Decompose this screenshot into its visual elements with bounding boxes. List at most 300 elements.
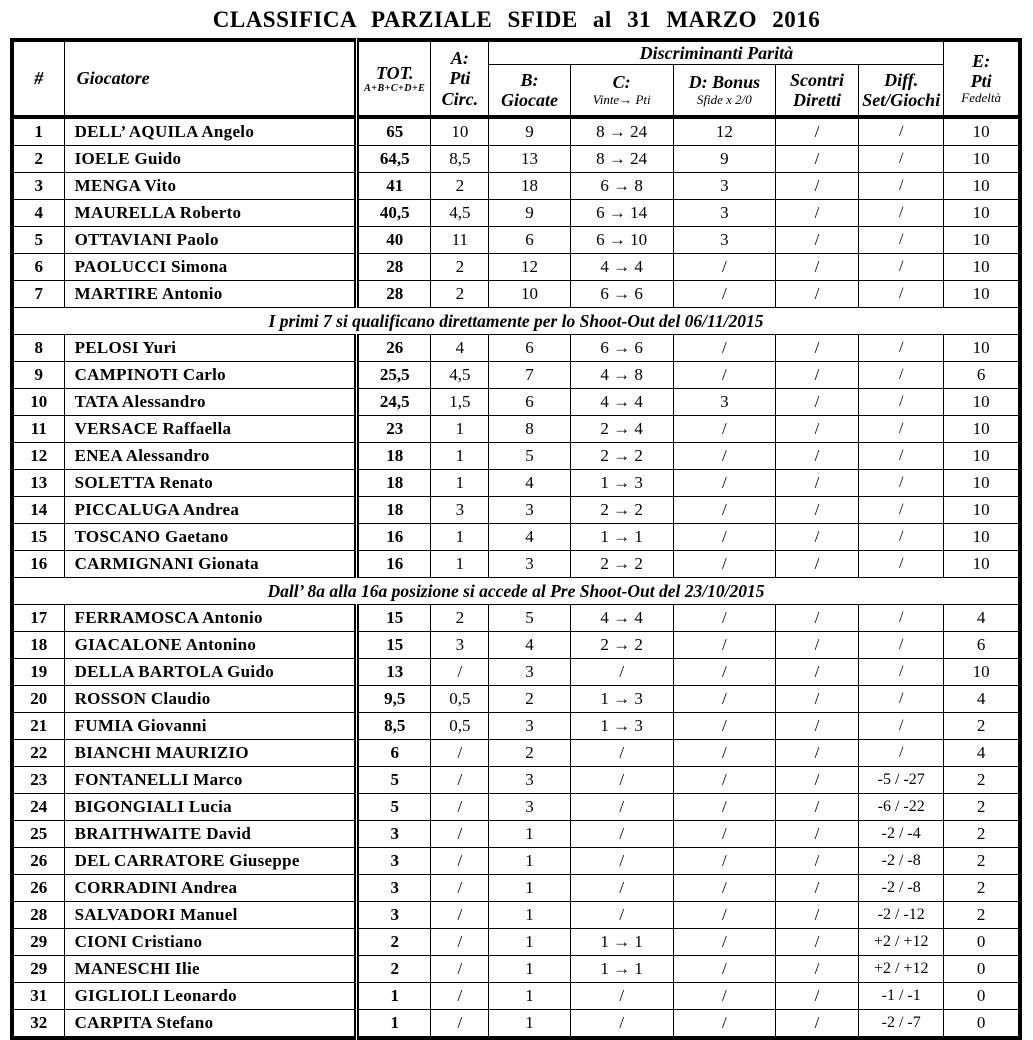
a-circ-label: Circ.	[441, 88, 479, 109]
rank-cell: 8	[12, 335, 64, 362]
giocate-cell: 1	[489, 902, 570, 929]
pti-fedelta-cell: 10	[944, 335, 1020, 362]
vinte-pti-cell: 6 → 6	[570, 335, 673, 362]
diff-set-giochi-cell: /	[859, 416, 944, 443]
pti-fedelta-cell: 2	[944, 767, 1020, 794]
tot-cell: 3	[357, 848, 431, 875]
player-name-cell: CAMPINOTI Carlo	[64, 362, 357, 389]
giocate-cell: 4	[489, 470, 570, 497]
diff-set-giochi-cell: /	[859, 281, 944, 308]
tot-cell: 16	[357, 551, 431, 578]
standings-table	[10, 38, 1022, 1040]
table-row	[12, 200, 1020, 227]
table-row	[12, 902, 1020, 929]
player-name-cell: CORRADINI Andrea	[64, 875, 357, 902]
rank-cell: 7	[12, 281, 64, 308]
table-row	[12, 821, 1020, 848]
tot-cell: 5	[357, 794, 431, 821]
rank-cell: 6	[12, 254, 64, 281]
col-header-scontri-diretti	[775, 64, 858, 117]
player-name-cell: TATA Alessandro	[64, 389, 357, 416]
tot-cell: 65	[357, 117, 431, 146]
scontri-diretti-cell: /	[775, 1010, 858, 1039]
vinte-pti-cell: 6 → 8	[570, 173, 673, 200]
tot-cell: 41	[357, 173, 431, 200]
pti-circ-cell: /	[431, 956, 489, 983]
scontri-diretti-cell: /	[775, 146, 858, 173]
scontri-diretti-cell: /	[775, 497, 858, 524]
bonus-sfide-cell: /	[673, 767, 775, 794]
pti-fedelta-cell: 10	[944, 659, 1020, 686]
player-name-cell: PICCALUGA Andrea	[64, 497, 357, 524]
player-name-cell: MARTIRE Antonio	[64, 281, 357, 308]
pti-fedelta-cell: 0	[944, 1010, 1020, 1039]
table-row	[12, 146, 1020, 173]
bonus-sfide-cell: /	[673, 983, 775, 1010]
tot-cell: 18	[357, 443, 431, 470]
giocate-cell: 1	[489, 821, 570, 848]
tot-cell: 18	[357, 497, 431, 524]
pti-circ-cell: 1,5	[431, 389, 489, 416]
scontri-diretti-cell: /	[775, 956, 858, 983]
col-header-rank: #	[12, 40, 64, 117]
vinte-pti-cell: 2 → 2	[570, 497, 673, 524]
diff-set-giochi-cell: /	[859, 524, 944, 551]
giocate-cell: 1	[489, 848, 570, 875]
tot-cell: 24,5	[357, 389, 431, 416]
rank-cell: 18	[12, 632, 64, 659]
table-row	[12, 659, 1020, 686]
rank-cell: 15	[12, 524, 64, 551]
bonus-sfide-cell: /	[673, 659, 775, 686]
pti-circ-cell: 8,5	[431, 146, 489, 173]
diff-set-giochi-cell: -1 / -1	[859, 983, 944, 1010]
vinte-pti-cell: /	[570, 875, 673, 902]
bonus-sfide-cell: /	[673, 875, 775, 902]
vinte-pti-cell: 1 → 1	[570, 929, 673, 956]
vinte-pti-cell: 8 → 24	[570, 117, 673, 146]
pti-fedelta-cell: 4	[944, 686, 1020, 713]
pti-circ-cell: 2	[431, 281, 489, 308]
player-name-cell: MENGA Vito	[64, 173, 357, 200]
scontri-diretti-cell: /	[775, 659, 858, 686]
e-label: E:	[972, 51, 991, 72]
scontri-diretti-cell: /	[775, 200, 858, 227]
scontri-diretti-cell: /	[775, 848, 858, 875]
tot-cell: 13	[357, 659, 431, 686]
scontri-diretti-cell: /	[775, 281, 858, 308]
a-label: A:	[450, 48, 469, 69]
pti-circ-cell: 1	[431, 551, 489, 578]
player-name-cell: CARMIGNANI Gionata	[64, 551, 357, 578]
giocate-cell: 13	[489, 146, 570, 173]
scontri-diretti-cell: /	[775, 983, 858, 1010]
bonus-sfide-cell: /	[673, 632, 775, 659]
pti-circ-cell: /	[431, 848, 489, 875]
vinte-pti-cell: /	[570, 794, 673, 821]
scontri-diretti-cell: /	[775, 929, 858, 956]
giocate-cell: 10	[489, 281, 570, 308]
col-header-e-pti-fedelta	[944, 40, 1020, 117]
scontri-diretti-cell: /	[775, 902, 858, 929]
rank-cell: 10	[12, 389, 64, 416]
scontri-diretti-cell: /	[775, 686, 858, 713]
table-row	[12, 443, 1020, 470]
rank-cell: 13	[12, 470, 64, 497]
bonus-sfide-cell: /	[673, 281, 775, 308]
tot-cell: 6	[357, 740, 431, 767]
diff-set-giochi-cell: /	[859, 254, 944, 281]
pti-circ-cell: /	[431, 659, 489, 686]
scontri-diretti-cell: /	[775, 335, 858, 362]
vinte-pti-cell: /	[570, 983, 673, 1010]
d-sfide-label: Sfide x 2/0	[696, 91, 752, 107]
pti-circ-cell: /	[431, 875, 489, 902]
vinte-pti-cell: 4 → 4	[570, 605, 673, 632]
diff-set-giochi-cell: /	[859, 362, 944, 389]
page-title: CLASSIFICA PARZIALE SFIDE al 31 MARZO 2016	[212, 7, 821, 32]
bonus-sfide-cell: /	[673, 335, 775, 362]
bonus-sfide-cell: /	[673, 713, 775, 740]
rank-cell: 20	[12, 686, 64, 713]
diff-set-giochi-cell: -2 / -8	[859, 848, 944, 875]
diff-set-giochi-cell: -2 / -12	[859, 902, 944, 929]
d-bonus-label: D: Bonus	[688, 72, 761, 93]
vinte-pti-cell: 2 → 2	[570, 632, 673, 659]
vinte-pti-cell: 1 → 3	[570, 686, 673, 713]
pti-fedelta-cell: 0	[944, 983, 1020, 1010]
table-row	[12, 227, 1020, 254]
bonus-sfide-cell: 3	[673, 200, 775, 227]
bonus-sfide-cell: /	[673, 470, 775, 497]
scontri-diretti-cell: /	[775, 362, 858, 389]
rank-cell: 3	[12, 173, 64, 200]
bonus-sfide-cell: /	[673, 524, 775, 551]
tot-cell: 15	[357, 605, 431, 632]
diff-set-giochi-cell: /	[859, 713, 944, 740]
vinte-pti-cell: 1 → 3	[570, 470, 673, 497]
rank-cell: 16	[12, 551, 64, 578]
pti-fedelta-cell: 10	[944, 254, 1020, 281]
rank-cell: 23	[12, 767, 64, 794]
giocate-cell: 5	[489, 605, 570, 632]
col-group-discriminanti-parita: Discriminanti Parità	[489, 40, 944, 64]
diff-set-giochi-cell: /	[859, 389, 944, 416]
rank-cell: 12	[12, 443, 64, 470]
bonus-sfide-cell: /	[673, 443, 775, 470]
giocate-cell: 5	[489, 443, 570, 470]
pti-circ-cell: /	[431, 929, 489, 956]
rank-cell: 1	[12, 117, 64, 146]
player-name-cell: CIONI Cristiano	[64, 929, 357, 956]
bonus-sfide-cell: /	[673, 551, 775, 578]
pti-circ-cell: /	[431, 794, 489, 821]
player-name-cell: FONTANELLI Marco	[64, 767, 357, 794]
bonus-sfide-cell: /	[673, 605, 775, 632]
tot-cell: 25,5	[357, 362, 431, 389]
player-name-cell: ROSSON Claudio	[64, 686, 357, 713]
col-header-tot	[357, 40, 431, 117]
scontri-diretti-cell: /	[775, 524, 858, 551]
giocate-cell: 3	[489, 497, 570, 524]
player-name-cell: BIANCHI MAURIZIO	[64, 740, 357, 767]
table-body	[12, 117, 1020, 1038]
table-row	[12, 632, 1020, 659]
player-name-cell: MANESCHI Ilie	[64, 956, 357, 983]
tot-cell: 16	[357, 524, 431, 551]
table-row	[12, 956, 1020, 983]
pti-fedelta-cell: 10	[944, 117, 1020, 146]
giocate-cell: 1	[489, 983, 570, 1010]
tot-cell: 40,5	[357, 200, 431, 227]
pti-circ-cell: 0,5	[431, 686, 489, 713]
tot-cell: 5	[357, 767, 431, 794]
bonus-sfide-cell: 3	[673, 389, 775, 416]
pti-fedelta-cell: 10	[944, 551, 1020, 578]
pti-fedelta-cell: 4	[944, 605, 1020, 632]
tot-cell: 8,5	[357, 713, 431, 740]
pti-circ-cell: /	[431, 1010, 489, 1039]
bonus-sfide-cell: /	[673, 254, 775, 281]
diff-set-giochi-cell: /	[859, 335, 944, 362]
bonus-sfide-cell: 12	[673, 117, 775, 146]
diff-set-giochi-cell: /	[859, 740, 944, 767]
tot-cell: 15	[357, 632, 431, 659]
rank-cell: 32	[12, 1010, 64, 1039]
pti-fedelta-cell: 10	[944, 470, 1020, 497]
giocate-cell: 12	[489, 254, 570, 281]
scontri-diretti-cell: /	[775, 551, 858, 578]
pti-circ-cell: /	[431, 767, 489, 794]
pti-fedelta-cell: 4	[944, 740, 1020, 767]
diretti-label: Diretti	[793, 89, 842, 110]
scontri-diretti-cell: /	[775, 470, 858, 497]
pti-circ-cell: 1	[431, 524, 489, 551]
giocate-cell: 3	[489, 659, 570, 686]
tot-cell: 26	[357, 335, 431, 362]
giocate-cell: 3	[489, 794, 570, 821]
giocate-cell: 2	[489, 740, 570, 767]
scontri-diretti-cell: /	[775, 767, 858, 794]
vinte-pti-cell: 2 → 2	[570, 551, 673, 578]
vinte-pti-cell: 2 → 4	[570, 416, 673, 443]
col-header-b-giocate	[489, 64, 570, 117]
giocate-cell: 3	[489, 767, 570, 794]
table-row	[12, 686, 1020, 713]
vinte-pti-cell: 2 → 2	[570, 443, 673, 470]
pti-circ-cell: 4,5	[431, 200, 489, 227]
rank-cell: 5	[12, 227, 64, 254]
diff-set-giochi-cell: -2 / -4	[859, 821, 944, 848]
bonus-sfide-cell: 3	[673, 173, 775, 200]
pti-circ-cell: /	[431, 740, 489, 767]
tot-cell: 2	[357, 929, 431, 956]
scontri-diretti-cell: /	[775, 740, 858, 767]
c-label: C:	[612, 72, 631, 93]
player-name-cell: CARPITA Stefano	[64, 1010, 357, 1039]
table-row	[12, 117, 1020, 146]
qualification-note: I primi 7 si qualificano direttamente per lo Shoot-Out del 06/11/2015	[12, 308, 1020, 335]
scontri-diretti-cell: /	[775, 713, 858, 740]
pti-circ-cell: /	[431, 983, 489, 1010]
vinte-pti-cell: /	[570, 821, 673, 848]
tot-cell: 64,5	[357, 146, 431, 173]
rank-cell: 26	[12, 848, 64, 875]
giocate-cell: 1	[489, 1010, 570, 1039]
tot-cell: 1	[357, 1010, 431, 1039]
vinte-pti-cell: /	[570, 1010, 673, 1039]
pti-fedelta-cell: 2	[944, 902, 1020, 929]
scontri-diretti-cell: /	[775, 821, 858, 848]
diff-set-giochi-cell: /	[859, 470, 944, 497]
table-row	[12, 281, 1020, 308]
pti-circ-cell: /	[431, 821, 489, 848]
bonus-sfide-cell: /	[673, 821, 775, 848]
bonus-sfide-cell: /	[673, 794, 775, 821]
diff-set-giochi-cell: -2 / -7	[859, 1010, 944, 1039]
rank-cell: 19	[12, 659, 64, 686]
tot-label: TOT.	[375, 62, 414, 83]
giocate-cell: 2	[489, 686, 570, 713]
rank-cell: 26	[12, 875, 64, 902]
giocate-cell: 3	[489, 713, 570, 740]
player-name-cell: BRAITHWAITE David	[64, 821, 357, 848]
a-pti-label: Pti	[449, 68, 471, 89]
scontri-diretti-cell: /	[775, 794, 858, 821]
tot-cell: 18	[357, 470, 431, 497]
scontri-diretti-cell: /	[775, 632, 858, 659]
rank-cell: 25	[12, 821, 64, 848]
giocate-cell: 6	[489, 389, 570, 416]
table-row	[12, 173, 1020, 200]
pti-fedelta-cell: 10	[944, 389, 1020, 416]
pti-fedelta-cell: 0	[944, 929, 1020, 956]
rank-cell: 4	[12, 200, 64, 227]
b-label: B:	[520, 69, 539, 90]
tot-cell: 3	[357, 902, 431, 929]
vinte-pti-cell: 6 → 10	[570, 227, 673, 254]
pti-fedelta-cell: 2	[944, 821, 1020, 848]
rank-cell: 11	[12, 416, 64, 443]
diff-set-giochi-cell: -2 / -8	[859, 875, 944, 902]
diff-set-giochi-cell: -5 / -27	[859, 767, 944, 794]
giocate-cell: 18	[489, 173, 570, 200]
rank-cell: 17	[12, 605, 64, 632]
giocate-cell: 1	[489, 875, 570, 902]
pti-fedelta-cell: 10	[944, 146, 1020, 173]
diff-set-giochi-cell: /	[859, 551, 944, 578]
pti-fedelta-cell: 10	[944, 281, 1020, 308]
tot-cell: 9,5	[357, 686, 431, 713]
diff-set-giochi-cell: /	[859, 686, 944, 713]
pti-fedelta-cell: 2	[944, 848, 1020, 875]
giocate-cell: 1	[489, 929, 570, 956]
diff-set-giochi-cell: /	[859, 497, 944, 524]
pti-circ-cell: 2	[431, 173, 489, 200]
diff-set-giochi-cell: +2 / +12	[859, 929, 944, 956]
table-row	[12, 767, 1020, 794]
player-name-cell: PELOSI Yuri	[64, 335, 357, 362]
scontri-diretti-cell: /	[775, 173, 858, 200]
tot-cell: 28	[357, 281, 431, 308]
table-row	[12, 551, 1020, 578]
vinte-pti-cell: /	[570, 659, 673, 686]
e-pti-label: Pti	[970, 71, 992, 92]
rank-cell: 9	[12, 362, 64, 389]
player-name-cell: PAOLUCCI Simona	[64, 254, 357, 281]
table-row	[12, 497, 1020, 524]
pti-fedelta-cell: 2	[944, 713, 1020, 740]
player-name-cell: OTTAVIANI Paolo	[64, 227, 357, 254]
pti-fedelta-cell: 10	[944, 200, 1020, 227]
rank-cell: 29	[12, 929, 64, 956]
diff-set-giochi-cell: /	[859, 173, 944, 200]
vinte-pti-cell: 4 → 4	[570, 389, 673, 416]
vinte-pti-cell: /	[570, 767, 673, 794]
tot-cell: 1	[357, 983, 431, 1010]
pti-fedelta-cell: 10	[944, 227, 1020, 254]
pti-circ-cell: 3	[431, 497, 489, 524]
giocate-cell: 1	[489, 956, 570, 983]
table-row	[12, 740, 1020, 767]
giocate-cell: 3	[489, 551, 570, 578]
pti-fedelta-cell: 10	[944, 497, 1020, 524]
giocate-cell: 4	[489, 632, 570, 659]
qualification-note-row	[12, 308, 1020, 335]
bonus-sfide-cell: /	[673, 740, 775, 767]
col-header-diff-set-giochi	[859, 64, 944, 117]
scontri-diretti-cell: /	[775, 227, 858, 254]
vinte-pti-cell: 4 → 4	[570, 254, 673, 281]
table-row	[12, 389, 1020, 416]
pti-fedelta-cell: 10	[944, 443, 1020, 470]
rank-cell: 14	[12, 497, 64, 524]
giocate-cell: 4	[489, 524, 570, 551]
pti-fedelta-cell: 0	[944, 956, 1020, 983]
vinte-pti-cell: 1 → 1	[570, 956, 673, 983]
rank-cell: 28	[12, 902, 64, 929]
vinte-pti-cell: 1 → 1	[570, 524, 673, 551]
player-name-cell: IOELE Guido	[64, 146, 357, 173]
b-giocate-label: Giocate	[501, 89, 558, 110]
table-row	[12, 1010, 1020, 1039]
player-name-cell: VERSACE Raffaella	[64, 416, 357, 443]
col-header-c-vinte-pti	[570, 64, 673, 117]
pti-circ-cell: 3	[431, 632, 489, 659]
table-row	[12, 713, 1020, 740]
tot-cell: 40	[357, 227, 431, 254]
diff-set-giochi-cell: /	[859, 659, 944, 686]
scontri-diretti-cell: /	[775, 389, 858, 416]
table-row	[12, 362, 1020, 389]
scontri-diretti-cell: /	[775, 605, 858, 632]
pti-circ-cell: 1	[431, 470, 489, 497]
qualification-note-row	[12, 578, 1020, 605]
giocate-cell: 9	[489, 200, 570, 227]
set-giochi-label: Set/Giochi	[862, 89, 941, 110]
tot-cell: 2	[357, 956, 431, 983]
pti-circ-cell: 2	[431, 605, 489, 632]
giocate-cell: 8	[489, 416, 570, 443]
tot-cell: 3	[357, 821, 431, 848]
tot-formula-label: A+B+C+D+E	[364, 82, 426, 94]
table-row	[12, 524, 1020, 551]
player-name-cell: DELL’ AQUILA Angelo	[64, 117, 357, 146]
vinte-pti-cell: 8 → 24	[570, 146, 673, 173]
diff-set-giochi-cell: /	[859, 227, 944, 254]
scontri-diretti-cell: /	[775, 416, 858, 443]
pti-fedelta-cell: 10	[944, 173, 1020, 200]
